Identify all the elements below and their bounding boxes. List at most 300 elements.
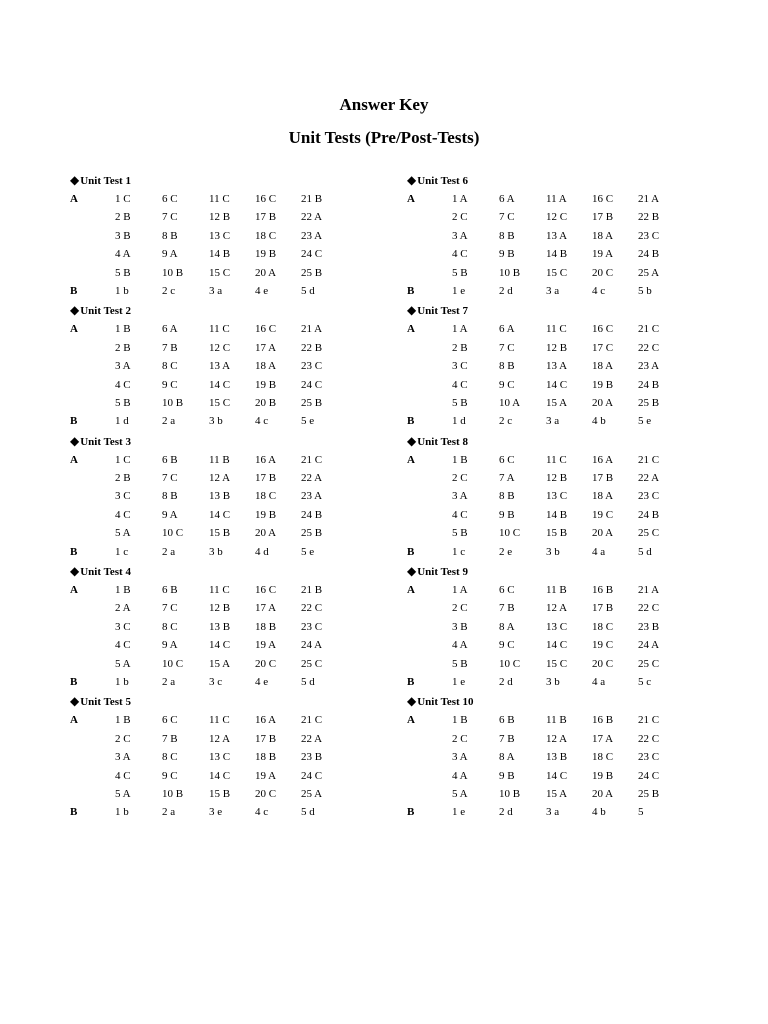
- answer-cell: 15 A: [209, 657, 231, 670]
- section-label-a: A: [70, 584, 78, 597]
- answer-cell: 1 b: [115, 806, 129, 819]
- answer-cell: 4 b: [592, 415, 606, 428]
- answer-cell: 9 C: [499, 378, 515, 391]
- answer-cell: 13 A: [546, 360, 568, 373]
- unit-test-block: [70, 431, 323, 561]
- answer-cell: 16 B: [592, 714, 614, 727]
- diamond-bullet-icon: ◆: [407, 433, 417, 448]
- answer-row-b: [407, 282, 652, 300]
- answer-cell: 7 B: [499, 732, 515, 745]
- answer-cell: 10 C: [499, 657, 521, 670]
- answer-cell: 3 A: [115, 360, 131, 373]
- right-column: [407, 170, 660, 822]
- answer-cell: 12 A: [209, 732, 231, 745]
- answer-cell: 6 B: [162, 453, 178, 466]
- answer-cell: 1 e: [452, 675, 466, 688]
- answer-row-b: [407, 673, 652, 691]
- answer-cell: 17 B: [255, 732, 277, 745]
- answer-cell: 7 C: [162, 602, 178, 615]
- section-label-a: A: [407, 323, 415, 336]
- answer-cell: 1 A: [452, 323, 468, 336]
- answer-cell: 5 e: [301, 415, 315, 428]
- answer-cell: 2 C: [452, 472, 468, 485]
- answer-cell: 18 A: [592, 360, 614, 373]
- answer-cell: 16 C: [255, 584, 277, 597]
- answer-cell: 5 B: [452, 396, 468, 409]
- answer-row-a: [407, 487, 660, 505]
- answer-cell: 1 c: [115, 545, 129, 558]
- answer-cell: 8 C: [162, 620, 178, 633]
- diamond-bullet-icon: ◆: [70, 173, 80, 187]
- answer-cell: 12 C: [546, 211, 568, 224]
- section-label-a: A: [407, 714, 415, 727]
- answer-cell: 11 B: [546, 584, 567, 597]
- answer-cell: 5 B: [452, 527, 468, 540]
- section-label-a: A: [70, 714, 78, 727]
- answer-cell: 7 C: [162, 472, 178, 485]
- unit-test-name: Unit Test 4: [80, 566, 131, 579]
- answer-cell: 2 a: [162, 806, 176, 819]
- answer-cell: 1 A: [452, 584, 468, 597]
- answer-cell: 24 B: [638, 378, 660, 391]
- answer-cell: 4 e: [255, 675, 269, 688]
- answer-cell: 10 A: [499, 396, 521, 409]
- answer-cell: 21 A: [301, 323, 323, 336]
- answer-cell: 4 C: [452, 248, 468, 261]
- answer-cell: 9 C: [162, 378, 178, 391]
- section-label-b: B: [70, 284, 78, 297]
- section-label-a: A: [70, 323, 78, 336]
- answer-row-a: [70, 339, 323, 357]
- answer-cell: 6 C: [162, 714, 178, 727]
- answer-cell: 11 B: [546, 714, 567, 727]
- answer-cell: 13 C: [209, 751, 231, 764]
- answer-cell: 8 B: [499, 229, 515, 242]
- answer-cell: 1 d: [452, 415, 466, 428]
- answer-row-a: [70, 208, 323, 226]
- answer-cell: 18 B: [255, 751, 277, 764]
- section-label-a: A: [407, 193, 415, 205]
- section-label-b: B: [70, 415, 78, 428]
- answer-cell: 23 A: [638, 360, 660, 373]
- unit-test-title: [407, 170, 473, 190]
- answer-cell: 18 C: [255, 229, 277, 242]
- answer-cell: 18 B: [255, 620, 277, 633]
- answer-cell: 2 d: [499, 675, 513, 688]
- answer-cell: 10 C: [162, 527, 184, 540]
- answer-cell: 17 A: [255, 341, 277, 354]
- answer-cell: 1 B: [115, 714, 131, 727]
- left-column: [70, 170, 323, 822]
- unit-test-name: Unit Test 3: [80, 435, 131, 448]
- answer-cell: 8 A: [499, 620, 515, 633]
- answer-cell: 13 A: [209, 360, 231, 373]
- answer-cell: 13 C: [546, 620, 568, 633]
- unit-test-block: [407, 561, 660, 691]
- answer-row-a: [407, 264, 660, 282]
- answer-row-a: [70, 451, 323, 469]
- answer-cell: 18 C: [255, 490, 277, 503]
- answer-cell: 20 C: [592, 266, 614, 279]
- section-label-b: B: [407, 545, 415, 558]
- answer-cell: 12 B: [546, 341, 568, 354]
- unit-test-title: [407, 300, 473, 320]
- answer-cell: 25 C: [638, 527, 660, 540]
- answer-cell: 23 A: [301, 490, 323, 503]
- answer-cell: 5 A: [115, 787, 131, 800]
- answer-cell: 5 A: [115, 527, 131, 540]
- answer-cell: 4 A: [452, 769, 468, 782]
- answer-cell: 8 A: [499, 751, 515, 764]
- answer-cell: 17 A: [592, 732, 614, 745]
- answer-row-a: [70, 636, 323, 654]
- section-label-b: B: [407, 415, 415, 428]
- answer-cell: 7 B: [162, 732, 178, 745]
- answer-cell: 25 B: [638, 787, 660, 800]
- answer-cell: 14 B: [546, 508, 568, 521]
- answer-cell: 14 C: [209, 508, 231, 521]
- answer-cell: 1 B: [452, 714, 468, 727]
- answer-cell: 9 A: [162, 248, 178, 261]
- answer-cell: 5 B: [452, 266, 468, 279]
- answer-cell: 4 d: [255, 545, 269, 558]
- unit-test-title: [70, 561, 131, 581]
- answer-cell: 5 A: [115, 657, 131, 670]
- answer-row-a: [407, 339, 660, 357]
- answer-row-b: [70, 282, 315, 300]
- answer-cell: 5 d: [301, 675, 315, 688]
- answer-cell: 3 C: [115, 490, 131, 503]
- answer-cell: 10 C: [162, 657, 184, 670]
- answer-cell: 10 C: [499, 527, 521, 540]
- answer-cell: 3 a: [546, 284, 560, 297]
- answer-row-a: [407, 394, 660, 412]
- answer-cell: 23 A: [301, 229, 323, 242]
- answer-cell: 25 C: [638, 657, 660, 670]
- answer-cell: 5 c: [638, 675, 652, 688]
- answer-cell: 24 C: [301, 769, 323, 782]
- answer-cell: 11 C: [209, 714, 230, 727]
- answer-cell: 3 e: [209, 806, 223, 819]
- answer-cell: 13 C: [209, 229, 231, 242]
- answer-cell: 4 C: [115, 639, 131, 652]
- answer-cell: 2 d: [499, 806, 513, 819]
- section-label-a: A: [70, 453, 78, 466]
- answer-cell: 2 c: [499, 415, 513, 428]
- answer-cell: 9 C: [499, 639, 515, 652]
- answer-cell: 11 C: [209, 323, 230, 336]
- answer-cell: 17 B: [592, 602, 614, 615]
- unit-test-title: [70, 431, 131, 451]
- answer-cell: 25 B: [301, 396, 323, 409]
- answer-row-b: [70, 803, 315, 821]
- answer-cell: 16 C: [592, 323, 614, 336]
- answer-cell: 15 C: [209, 266, 231, 279]
- answer-cell: 19 B: [592, 769, 614, 782]
- answer-cell: 9 B: [499, 769, 515, 782]
- answer-cell: 25 C: [301, 657, 323, 670]
- answer-cell: 22 C: [638, 341, 660, 354]
- answer-cell: 3 b: [209, 415, 223, 428]
- answer-cell: 6 C: [162, 193, 178, 205]
- answer-cell: 3 b: [546, 545, 560, 558]
- answer-cell: 7 B: [499, 602, 515, 615]
- answer-cell: 3 b: [209, 545, 223, 558]
- answer-cell: 3 B: [452, 620, 468, 633]
- answer-row-a: [70, 487, 323, 505]
- section-label-b: B: [407, 806, 415, 819]
- answer-cell: 2 C: [452, 211, 468, 224]
- answer-cell: 12 A: [546, 602, 568, 615]
- answer-cell: 1 A: [452, 193, 468, 205]
- answer-cell: 14 B: [546, 248, 568, 261]
- unit-test-name: Unit Test 6: [417, 175, 468, 187]
- answer-row-a: [70, 264, 323, 282]
- answer-cell: 1 d: [115, 415, 129, 428]
- answer-cell: 24 C: [301, 378, 323, 391]
- answer-cell: 15 B: [209, 787, 231, 800]
- answer-cell: 11 C: [209, 584, 230, 597]
- answer-row-a: [70, 245, 323, 263]
- answer-row-a: [70, 227, 323, 245]
- answer-cell: 4 e: [255, 284, 269, 297]
- answer-cell: 21 B: [301, 193, 323, 205]
- answer-cell: 10 B: [162, 787, 184, 800]
- section-label-a: A: [70, 193, 78, 205]
- answer-cell: 2 a: [162, 415, 176, 428]
- answer-cell: 19 B: [255, 508, 277, 521]
- answer-cell: 23 B: [638, 620, 660, 633]
- answer-row-a: [407, 581, 660, 599]
- answer-cell: 17 C: [592, 341, 614, 354]
- unit-test-block: [407, 170, 660, 300]
- answer-cell: 15 C: [546, 266, 568, 279]
- answer-cell: 23 C: [638, 751, 660, 764]
- answer-row-a: [70, 357, 323, 375]
- answer-cell: 24 B: [638, 248, 660, 261]
- answer-cell: 13 C: [546, 490, 568, 503]
- unit-test-block: [70, 561, 323, 691]
- answer-cell: 8 B: [499, 360, 515, 373]
- answer-cell: 14 C: [209, 769, 231, 782]
- answer-cell: 1 e: [452, 806, 466, 819]
- answer-row-b: [70, 412, 315, 430]
- answer-cell: 16 C: [255, 193, 277, 205]
- answer-row-b: [70, 543, 315, 561]
- answer-row-a: [407, 767, 660, 785]
- answer-cell: 19 C: [592, 508, 614, 521]
- answer-cell: 4 C: [115, 508, 131, 521]
- answer-cell: 12 C: [209, 341, 231, 354]
- answer-cell: 20 C: [592, 657, 614, 670]
- answer-cell: 25 B: [638, 396, 660, 409]
- answer-cell: 21 B: [301, 584, 323, 597]
- answer-cell: 23 C: [301, 360, 323, 373]
- answer-cell: 15 B: [546, 527, 568, 540]
- answer-cell: 19 A: [255, 769, 277, 782]
- unit-test-block: [407, 691, 660, 821]
- answer-cell: 4 C: [115, 378, 131, 391]
- diamond-bullet-icon: ◆: [70, 694, 80, 709]
- answer-cell: 22 A: [301, 211, 323, 224]
- answer-row-a: [70, 599, 323, 617]
- answer-row-b: [407, 412, 652, 430]
- answer-cell: 21 C: [638, 323, 660, 336]
- answer-cell: 5 A: [452, 787, 468, 800]
- answer-row-a: [70, 376, 323, 394]
- answer-cell: 10 B: [162, 396, 184, 409]
- answer-cell: 12 B: [546, 472, 568, 485]
- answer-cell: 2 B: [452, 341, 468, 354]
- diamond-bullet-icon: ◆: [70, 433, 80, 448]
- diamond-bullet-icon: ◆: [407, 173, 417, 187]
- answer-cell: 2 A: [115, 602, 131, 615]
- unit-test-title: [407, 431, 473, 451]
- answer-row-a: [407, 636, 660, 654]
- answer-cell: 17 B: [592, 472, 614, 485]
- answer-row-b: [70, 673, 315, 691]
- answer-cell: 2 C: [452, 732, 468, 745]
- answer-cell: 4 C: [452, 378, 468, 391]
- answer-cell: 4 A: [115, 248, 131, 261]
- answer-cell: 9 B: [499, 248, 515, 261]
- page-subtitle: Unit Tests (Pre/Post-Tests): [288, 128, 480, 147]
- answer-cell: 4 c: [255, 415, 269, 428]
- answer-row-b: [407, 803, 644, 821]
- page-title: Answer Key: [339, 95, 429, 114]
- section-label-b: B: [70, 675, 78, 688]
- answer-cell: 22 B: [301, 341, 323, 354]
- unit-test-name: Unit Test 9: [417, 566, 468, 579]
- answer-cell: 5 b: [638, 284, 652, 297]
- answer-cell: 20 B: [255, 396, 277, 409]
- answer-cell: 3 B: [115, 229, 131, 242]
- answer-cell: 14 C: [209, 639, 231, 652]
- answer-cell: 21 A: [638, 584, 660, 597]
- answer-row-a: [70, 730, 323, 748]
- unit-test-name: Unit Test 10: [417, 696, 474, 709]
- answer-cell: 3 a: [209, 284, 223, 297]
- answer-row-a: [407, 469, 660, 487]
- answer-cell: 5 e: [638, 415, 652, 428]
- unit-test-block: [70, 691, 323, 821]
- answer-cell: 15 B: [209, 527, 231, 540]
- answer-cell: 4 a: [592, 545, 606, 558]
- answer-cell: 3 a: [546, 415, 560, 428]
- answer-cell: 12 B: [209, 602, 231, 615]
- section-label-b: B: [407, 284, 415, 297]
- answer-cell: 24 A: [301, 639, 323, 652]
- answer-cell: 14 C: [546, 769, 568, 782]
- answer-cell: 9 A: [162, 639, 178, 652]
- answer-cell: 17 B: [592, 211, 614, 224]
- section-label-a: A: [407, 584, 415, 597]
- unit-test-name: Unit Test 2: [80, 305, 131, 318]
- answer-cell: 20 C: [255, 657, 277, 670]
- answer-cell: 24 B: [301, 508, 323, 521]
- answer-row-a: [407, 655, 660, 673]
- answer-cell: 1 b: [115, 284, 129, 297]
- diamond-bullet-icon: ◆: [407, 564, 417, 579]
- answer-cell: 24 B: [638, 508, 660, 521]
- answer-row-a: [70, 711, 323, 729]
- answer-row-a: [407, 730, 660, 748]
- answer-cell: 23 C: [638, 229, 660, 242]
- answer-cell: 18 C: [592, 620, 614, 633]
- answer-cell: 4 A: [452, 639, 468, 652]
- answer-cell: 5 e: [301, 545, 315, 558]
- answer-cell: 13 A: [546, 229, 568, 242]
- answer-cell: 6 C: [499, 584, 515, 597]
- answer-row-a: [70, 748, 323, 766]
- diamond-bullet-icon: ◆: [407, 694, 417, 709]
- answer-cell: 11 A: [546, 193, 567, 205]
- answer-cell: 21 C: [301, 453, 323, 466]
- answer-cell: 22 A: [638, 472, 660, 485]
- answer-cell: 14 C: [209, 378, 231, 391]
- answer-cell: 4 b: [592, 806, 606, 819]
- answer-cell: 22 C: [638, 602, 660, 615]
- answer-cell: 1 c: [452, 545, 466, 558]
- answer-row-a: [407, 245, 660, 263]
- answer-cell: 7 C: [499, 341, 515, 354]
- answer-cell: 14 C: [546, 639, 568, 652]
- answer-cell: 7 C: [162, 211, 178, 224]
- answer-cell: 22 C: [301, 602, 323, 615]
- answer-row-a: [70, 394, 323, 412]
- unit-test-title: [70, 300, 131, 320]
- answer-cell: 16 B: [592, 584, 614, 597]
- answer-cell: 5 d: [301, 284, 315, 297]
- answer-row-a: [70, 618, 323, 636]
- answer-cell: 18 A: [255, 360, 277, 373]
- answer-cell: 11 C: [546, 323, 567, 336]
- answer-cell: 22 A: [301, 732, 323, 745]
- answer-row-a: [70, 655, 323, 673]
- answer-cell: 8 C: [162, 751, 178, 764]
- answer-cell: 18 A: [592, 229, 614, 242]
- unit-test-title: [70, 691, 131, 711]
- answer-cell: 5: [638, 806, 644, 819]
- answer-row-b: [407, 543, 652, 561]
- answer-cell: 5 d: [638, 545, 652, 558]
- answer-cell: 10 B: [499, 787, 521, 800]
- answer-cell: 20 A: [255, 266, 277, 279]
- answer-cell: 17 B: [255, 211, 277, 224]
- answer-row-a: [407, 599, 660, 617]
- answer-cell: 18 C: [592, 751, 614, 764]
- answer-cell: 21 C: [301, 714, 323, 727]
- answer-row-a: [407, 711, 660, 729]
- answer-cell: 11 C: [209, 193, 230, 205]
- answer-cell: 11 C: [546, 453, 567, 466]
- answer-cell: 5 B: [115, 396, 131, 409]
- answer-cell: 7 C: [499, 211, 515, 224]
- answer-cell: 7 A: [499, 472, 515, 485]
- answer-cell: 20 A: [592, 527, 614, 540]
- answer-cell: 4 C: [452, 508, 468, 521]
- answer-cell: 9 B: [499, 508, 515, 521]
- answer-row-a: [70, 767, 323, 785]
- answer-cell: 9 C: [162, 769, 178, 782]
- answer-cell: 2 B: [115, 341, 131, 354]
- answer-cell: 24 A: [638, 639, 660, 652]
- unit-test-name: Unit Test 5: [80, 696, 131, 709]
- answer-cell: 11 B: [209, 453, 230, 466]
- diamond-bullet-icon: ◆: [70, 564, 80, 579]
- answer-row-a: [407, 190, 660, 208]
- answer-row-a: [70, 320, 323, 338]
